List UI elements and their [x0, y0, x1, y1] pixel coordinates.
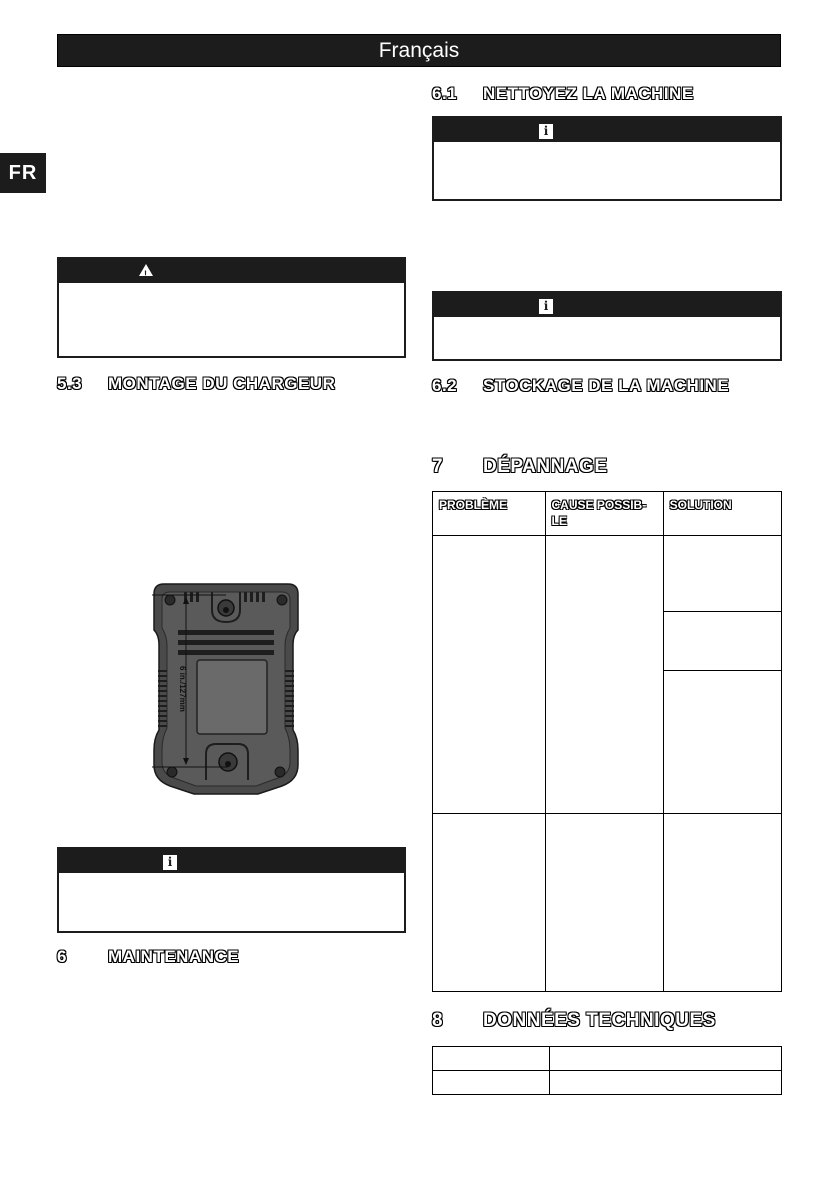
table-cell [545, 536, 663, 814]
table-cell [433, 814, 546, 992]
table-cell [433, 536, 546, 814]
info-icon: i [163, 855, 177, 870]
table-cell [663, 814, 781, 992]
table-cell [433, 1047, 550, 1071]
section-heading-6-1: 6.1 NETTOYEZ LA MACHINE [432, 84, 694, 103]
language-header: Français [57, 34, 781, 67]
table-cell [545, 814, 663, 992]
technical-data-table [432, 1046, 782, 1095]
table-cell [550, 1071, 782, 1095]
info-icon: i [539, 124, 553, 139]
info-box-right-2 [432, 291, 782, 361]
warning-box [57, 257, 406, 358]
section-heading-5-3: 5.3 MONTAGE DU CHARGEUR [57, 374, 336, 393]
table-cell [663, 536, 781, 612]
info-box-right-1 [432, 116, 782, 201]
troubleshooting-table [432, 491, 782, 992]
table-cell [663, 612, 781, 671]
language-side-tab: FR [0, 153, 46, 193]
dimension-label: 6 in./127mm [178, 666, 187, 712]
section-heading-8: 8 DONNÉES TECHNIQUES [432, 1010, 716, 1031]
info-icon: i [539, 299, 553, 314]
charger-wall-mount-figure [150, 580, 302, 798]
warning-triangle-icon [139, 264, 153, 276]
table-cell [550, 1047, 782, 1071]
table-cell [433, 1071, 550, 1095]
section-heading-6-2: 6.2 STOCKAGE DE LA MACHINE [432, 376, 730, 395]
table-cell [663, 671, 781, 814]
table-header-cause: CAUSE POSSIB-LE [551, 498, 647, 528]
section-heading-7: 7 DÉPANNAGE [432, 456, 608, 477]
table-header-probleme: PROBLÈME [439, 498, 508, 512]
table-header-solution: SOLUTION [669, 498, 732, 512]
section-heading-6: 6 MAINTENANCE [57, 947, 240, 966]
info-box-left [57, 847, 406, 933]
